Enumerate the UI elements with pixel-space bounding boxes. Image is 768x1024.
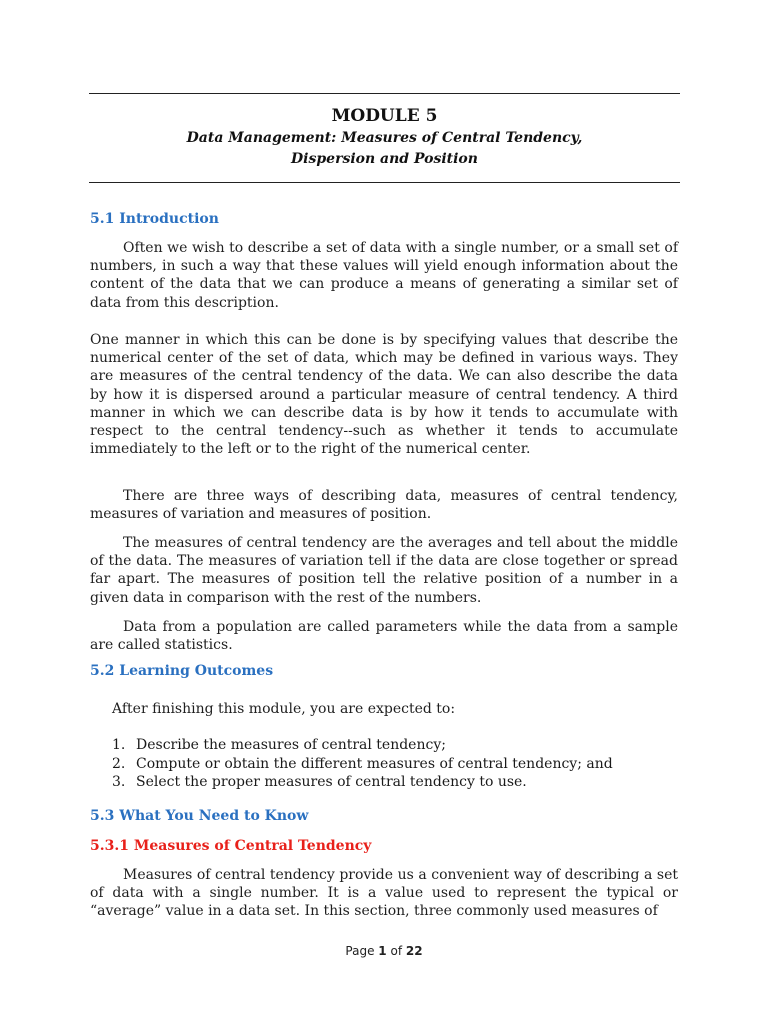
- list-item-number: 3.: [112, 774, 126, 791]
- list-item-text: Compute or obtain the different measures of central tendency; and: [136, 755, 613, 772]
- intro-paragraph-3: There are three ways of describing data, measures of central tendency, measures of variation and measures of position.: [90, 488, 678, 523]
- outcomes-intro: After finishing this module, you are expected to:: [112, 701, 456, 717]
- section-heading-learning-outcomes: 5.2 Learning Outcomes: [90, 663, 274, 679]
- subtitle-line-2: Dispersion and Position: [291, 151, 478, 167]
- module-title: MODULE 5: [331, 106, 438, 126]
- list-item-number: 2.: [112, 755, 126, 772]
- page-word: Page: [345, 944, 375, 958]
- intro-paragraph-1: Often we wish to describe a set of data with a single number, or a small set of numbers, in such a way that these values will yield enough information about the content of the data that we can produce a means of generating a similar set of data from this description.: [90, 240, 678, 311]
- top-rule: [89, 93, 680, 94]
- mct-paragraph-1: Measures of central tendency provide us a convenient way of describing a set of data with a single number. It is a value used to represent the typical or “average” value in a data set. In this section, three commonly used measures of: [90, 867, 678, 920]
- subtitle-line-1: Data Management: Measures of Central Tendency,: [186, 130, 583, 146]
- intro-paragraph-5: Data from a population are called parameters while the data from a sample are called statistics.: [90, 619, 678, 654]
- section-heading-measures-of-central-tendency: 5.3.1 Measures of Central Tendency: [90, 838, 372, 854]
- list-item-text: Describe the measures of central tendency;: [136, 737, 446, 753]
- page-footer: [0, 944, 768, 958]
- section-heading-what-you-need-to-know: 5.3 What You Need to Know: [90, 808, 309, 824]
- module-subtitle: [89, 128, 680, 170]
- list-item-number: 1.: [112, 737, 126, 753]
- of-word: of: [390, 944, 403, 958]
- outcomes-list: [112, 736, 672, 792]
- page-total: 22: [405, 944, 423, 958]
- section-heading-introduction: 5.1 Introduction: [90, 211, 219, 227]
- bottom-rule: [89, 182, 680, 183]
- list-item-text: Select the proper measures of central tendency to use.: [136, 774, 527, 791]
- intro-paragraph-4: The measures of central tendency are the averages and tell about the middle of the data. The measures of variation tell if the data are close together or spread far apart. The measures of position tell the relative position of a number in a given data in comparison with the rest of the numbers.: [90, 535, 678, 606]
- list-item: [112, 773, 672, 792]
- page-number: 1: [378, 944, 387, 958]
- list-item: [112, 755, 672, 774]
- intro-paragraph-2: One manner in which this can be done is by specifying values that describe the numerical center of the set of data, which may be defined in various ways. They are measures of the central tendency of the data. We can also describe the data by how it is dispersed around a particular measure of central tendency. A third manner in which we can describe data is by how it tends to accumulate with respect to the central tendency--such as whether it tends to accumulate immediately to the left or to the right of the numerical center.: [90, 332, 678, 458]
- list-item: [112, 736, 672, 755]
